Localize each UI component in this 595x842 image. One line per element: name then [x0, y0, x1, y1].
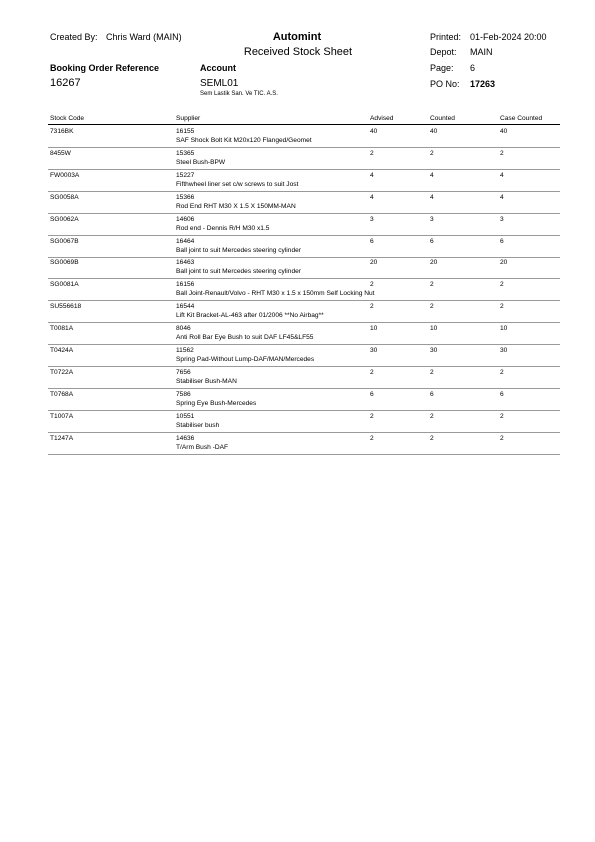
- row-case-counted: 20: [500, 259, 508, 267]
- row-case-counted: 2: [500, 149, 504, 157]
- row-case-counted: 2: [500, 434, 504, 442]
- row-stock-code: 7316BK: [50, 128, 74, 135]
- row-advised: 2: [370, 434, 374, 442]
- row-divider: [48, 169, 560, 170]
- row-counted: 2: [430, 368, 434, 376]
- row-supplier-code: 16544: [176, 303, 195, 311]
- row-description: Spring Pad-Without Lump-DAF/MAN/Mercedes: [176, 356, 315, 363]
- row-supplier-code: 11562: [176, 347, 194, 354]
- row-stock-code: SU556618: [50, 303, 82, 311]
- row-stock-code: T1007A: [50, 412, 74, 420]
- col-header-case-counted: Case Counted: [500, 115, 543, 122]
- row-description: Fifthwheel liner set c/w screws to suit Jost: [176, 180, 299, 188]
- page-number-label: Page:: [430, 63, 454, 73]
- row-advised: 2: [370, 149, 374, 157]
- row-stock-code: SG0081A: [50, 281, 79, 289]
- row-advised: 20: [370, 259, 378, 267]
- row-supplier-code: 15366: [176, 193, 195, 201]
- col-header-supplier: Supplier: [176, 115, 201, 122]
- created-by-value: Chris Ward (MAIN): [106, 32, 182, 42]
- row-stock-code: FW0003A: [50, 171, 80, 179]
- row-stock-code: T0722A: [50, 368, 74, 376]
- row-counted: 40: [430, 128, 438, 135]
- row-stock-code: SG0069B: [50, 259, 79, 267]
- row-divider: [48, 454, 560, 455]
- po-label: PO No:: [430, 79, 460, 89]
- row-description: Ball joint to suit Mercedes steering cylinder: [176, 268, 301, 276]
- depot-value: MAIN: [470, 47, 493, 57]
- row-case-counted: 40: [500, 128, 508, 135]
- row-supplier-code: 16463: [176, 259, 195, 267]
- row-stock-code: SG0062A: [50, 215, 79, 223]
- row-counted: 4: [430, 171, 434, 179]
- row-stock-code: SG0058A: [50, 193, 79, 201]
- page-number-value: 6: [470, 63, 476, 73]
- row-divider: [48, 191, 560, 192]
- row-description: Rod end - Dennis R/H M30 x1.5: [176, 224, 270, 232]
- row-counted: 2: [430, 281, 434, 289]
- row-description: Anti Roll Bar Eye Bush to suit DAF LF45&LF55: [176, 334, 314, 342]
- row-advised: 30: [370, 347, 378, 354]
- booking-ref-label: Booking Order Reference: [50, 63, 160, 73]
- row-divider: [48, 344, 560, 345]
- row-divider: [48, 322, 560, 323]
- row-advised: 2: [370, 303, 374, 311]
- row-advised: 4: [370, 171, 374, 179]
- row-supplier-code: 14606: [176, 215, 195, 223]
- row-divider: [48, 235, 560, 236]
- row-case-counted: 4: [500, 193, 504, 201]
- row-supplier-code: 7586: [176, 390, 191, 398]
- row-advised: 4: [370, 193, 374, 201]
- row-divider: [48, 213, 560, 214]
- row-counted: 3: [430, 215, 434, 223]
- row-divider: [48, 410, 560, 411]
- row-description: T/Arm Bush -DAF: [176, 443, 229, 451]
- row-supplier-code: 10551: [176, 412, 195, 420]
- row-advised: 2: [370, 412, 374, 420]
- row-supplier-code: 14636: [176, 434, 195, 442]
- row-supplier-code: 16156: [176, 281, 195, 289]
- row-divider: [48, 366, 560, 367]
- account-name: Sem Lastik San. Ve TIC. A.S.: [200, 91, 278, 97]
- row-description: Ball joint to suit Mercedes steering cylinder: [176, 246, 301, 254]
- page-title: Received Stock Sheet: [243, 46, 353, 58]
- row-advised: 10: [370, 325, 378, 333]
- row-supplier-code: 16155: [176, 128, 195, 135]
- row-description: Lift Kit Bracket-AL-463 after 01/2006 **No Airbag**: [176, 312, 324, 320]
- row-advised: 6: [370, 237, 374, 245]
- row-counted: 6: [430, 237, 434, 245]
- col-header-advised: Advised: [370, 115, 394, 122]
- row-stock-code: T0768A: [50, 390, 74, 398]
- row-supplier-code: 15365: [176, 149, 195, 157]
- row-stock-code: T0081A: [50, 325, 74, 333]
- row-case-counted: 2: [500, 412, 504, 420]
- row-description: Stabiliser bush: [176, 421, 220, 429]
- row-description: Ball Joint-Renault/Volvo - RHT M30 x 1.5 x 150mm Self Locking Nut: [176, 290, 375, 298]
- row-case-counted: 4: [500, 171, 504, 179]
- row-stock-code: T0424A: [50, 347, 74, 354]
- po-value: 17263: [470, 79, 496, 89]
- printed-label: Printed:: [430, 32, 462, 42]
- row-case-counted: 10: [500, 325, 508, 333]
- row-counted: 30: [430, 347, 438, 354]
- row-counted: 20: [430, 259, 438, 267]
- row-case-counted: 2: [500, 303, 504, 311]
- row-advised: 6: [370, 390, 374, 398]
- row-stock-code: 8455W: [50, 149, 71, 157]
- row-stock-code: T1247A: [50, 434, 74, 442]
- row-divider: [48, 388, 560, 389]
- row-divider: [48, 300, 560, 301]
- row-counted: 6: [430, 390, 434, 398]
- row-counted: 2: [430, 303, 434, 311]
- col-header-counted: Counted: [430, 115, 455, 122]
- row-case-counted: 6: [500, 237, 504, 245]
- row-case-counted: 2: [500, 368, 504, 376]
- row-stock-code: SG0067B: [50, 237, 79, 245]
- row-description: SAF Shock Bolt Kit M20x120 Flanged/Geomet: [176, 137, 312, 144]
- row-case-counted: 2: [500, 281, 504, 289]
- depot-label: Depot:: [430, 47, 457, 57]
- row-description: Stabiliser Bush-MAN: [176, 377, 237, 385]
- row-case-counted: 3: [500, 215, 504, 223]
- row-counted: 2: [430, 149, 434, 157]
- row-counted: 2: [430, 412, 434, 420]
- row-case-counted: 30: [500, 347, 508, 354]
- row-counted: 10: [430, 325, 438, 333]
- created-by-label: Created By:: [50, 32, 98, 42]
- row-supplier-code: 7656: [176, 368, 191, 376]
- account-label: Account: [200, 63, 236, 73]
- col-header-stock-code: Stock Code: [50, 115, 85, 122]
- row-supplier-code: 8046: [176, 325, 191, 333]
- printed-value: 01-Feb-2024 20:00: [470, 32, 547, 42]
- row-divider: [48, 257, 560, 258]
- row-description: Rod End RHT M30 X 1.5 X 150MM-MAN: [176, 202, 296, 210]
- row-supplier-code: 16464: [176, 237, 195, 245]
- row-description: Spring Eye Bush-Mercedes: [176, 399, 257, 407]
- row-supplier-code: 15227: [176, 171, 195, 179]
- row-divider: [48, 147, 560, 148]
- row-advised: 3: [370, 215, 374, 223]
- row-advised: 40: [370, 128, 378, 135]
- header-rule: [48, 124, 560, 125]
- row-counted: 2: [430, 434, 434, 442]
- row-advised: 2: [370, 368, 374, 376]
- row-advised: 2: [370, 281, 374, 289]
- account-code: SEML01: [200, 78, 239, 89]
- row-description: Steel Bush-BPW: [176, 158, 226, 166]
- booking-ref-value: 16267: [50, 77, 81, 89]
- row-divider: [48, 432, 560, 433]
- row-case-counted: 6: [500, 390, 504, 398]
- company-name: Automint: [272, 31, 322, 43]
- row-divider: [48, 278, 560, 279]
- row-counted: 4: [430, 193, 434, 201]
